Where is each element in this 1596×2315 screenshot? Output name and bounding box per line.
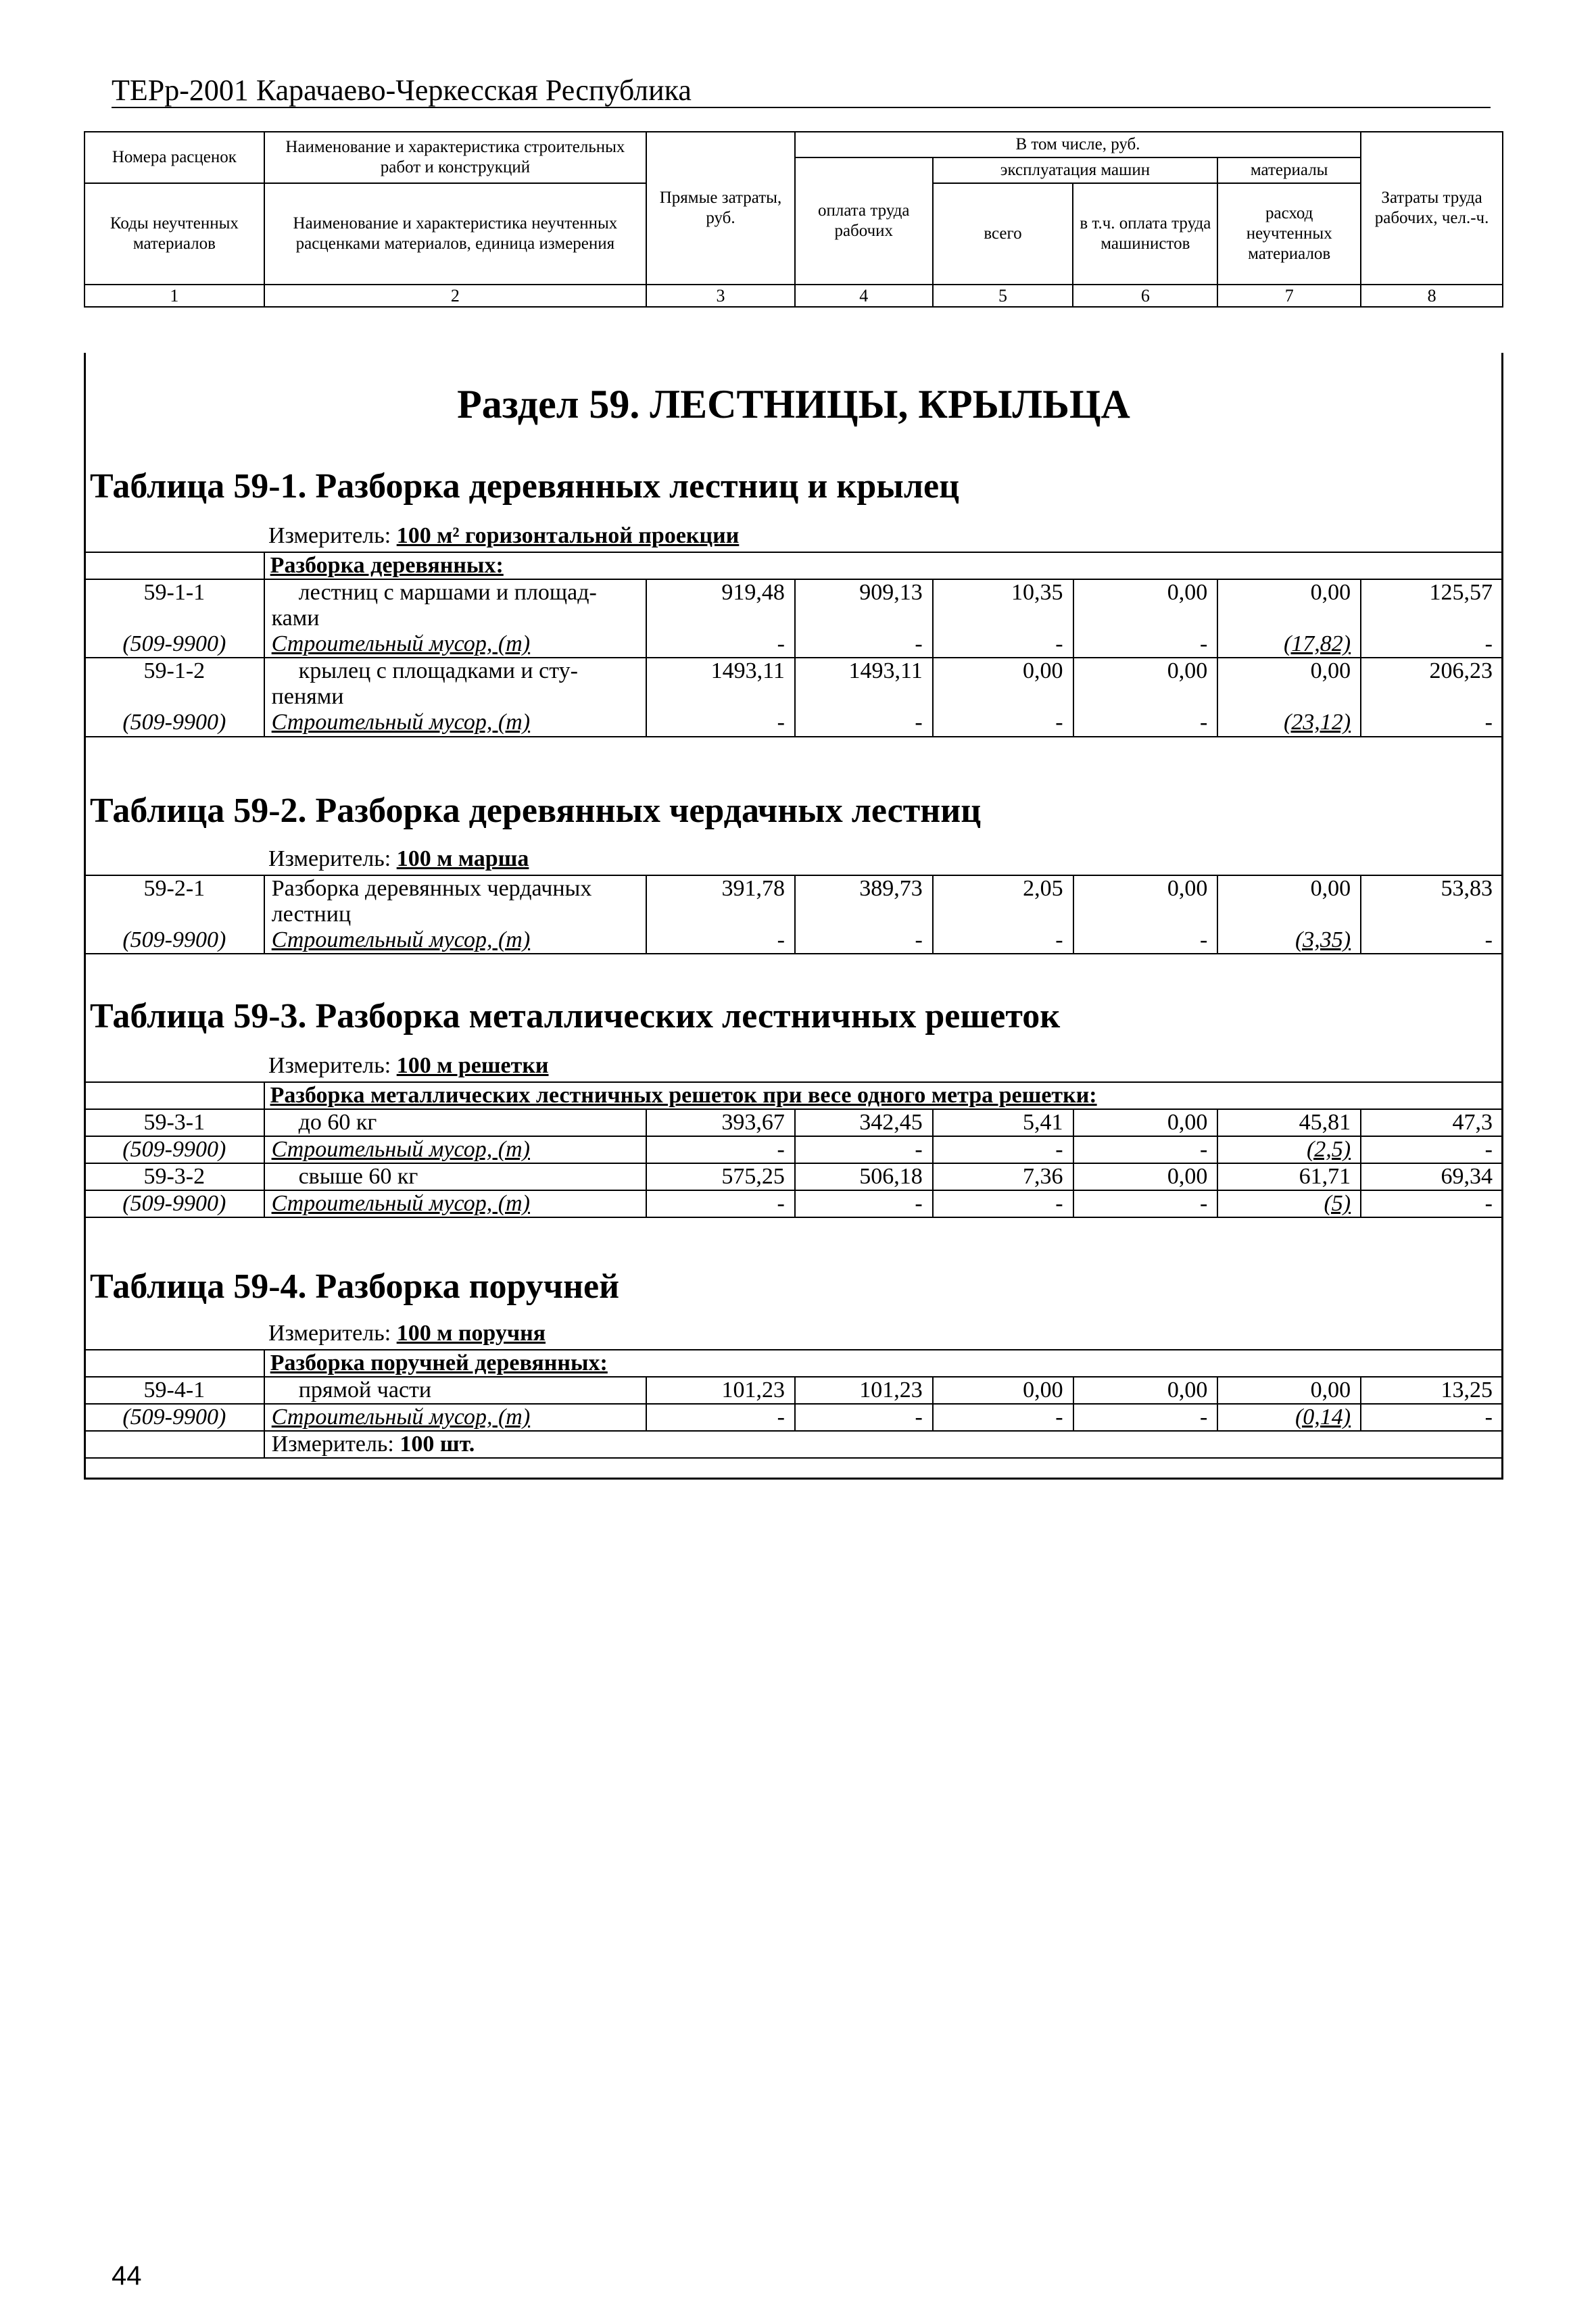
title-rule [112, 107, 1491, 108]
cell: - [1073, 631, 1218, 658]
material-code: (509-9900) [84, 631, 264, 658]
cell: - [1073, 927, 1218, 954]
header-machines-labor: в т.ч. оплата труда машинистов [1073, 183, 1217, 285]
cell: 0,00 [1217, 1377, 1361, 1404]
header-col2-top: Наименование и характеристика строительных работ и конструкций [264, 132, 646, 183]
cell: - [933, 1136, 1073, 1163]
rate-name: до 60 кг [264, 1109, 646, 1136]
cell: 1493,11 [795, 658, 933, 684]
cell: 0,00 [1217, 875, 1361, 902]
cell: 0,00 [1073, 579, 1218, 606]
cell: - [933, 710, 1073, 736]
material-code: (509-9900) [84, 1190, 264, 1217]
cell: 47,3 [1361, 1109, 1503, 1136]
cell: - [1361, 1404, 1503, 1431]
material-code: (509-9900) [84, 1136, 264, 1163]
cell: 0,00 [1073, 1109, 1218, 1136]
material-name: Строительный мусор, (т) [264, 631, 646, 658]
cell: 69,34 [1361, 1163, 1503, 1190]
cell: - [795, 1136, 933, 1163]
measure-prefix: Измеритель: [268, 1321, 397, 1346]
cell: - [933, 1190, 1073, 1217]
material-name: Строительный мусор, (т) [264, 710, 646, 736]
col-number: 7 [1217, 285, 1361, 307]
header-labor-cost: Затраты труда рабочих, чел.-ч. [1361, 132, 1503, 285]
header-incl: В том числе, руб. [795, 132, 1361, 157]
page-number: 44 [112, 2261, 142, 2291]
cell: - [1073, 1136, 1218, 1163]
col-number: 2 [264, 285, 646, 307]
cell: (17,82) [1217, 631, 1361, 658]
material-name: Строительный мусор, (т) [264, 1190, 646, 1217]
rate-name: Разборка деревянных чердачных [264, 875, 646, 902]
cell: 53,83 [1361, 875, 1503, 902]
section-title: Раздел 59. ЛЕСТНИЦЫ, КРЫЛЬЦА [457, 382, 1130, 427]
header-machines: эксплуатация машин [933, 157, 1218, 183]
cell: 61,71 [1217, 1163, 1361, 1190]
col-number: 8 [1361, 285, 1503, 307]
cell: - [1361, 710, 1503, 736]
cell: - [795, 927, 933, 954]
header-col1-bottom: Коды неучтенных материалов [84, 183, 264, 285]
header-col2-bottom: Наименование и характеристика неучтенных расценками материалов, единица измерения [264, 183, 646, 285]
cell: (3,35) [1217, 927, 1361, 954]
cell: 0,00 [1073, 1163, 1218, 1190]
cell: 919,48 [646, 579, 795, 606]
measure-value: 100 м марша [396, 846, 529, 871]
cell: 0,00 [1073, 658, 1218, 684]
cell: 0,00 [1217, 658, 1361, 684]
header-machines-total: всего [933, 183, 1073, 285]
cell: - [1361, 1136, 1503, 1163]
cell: 45,81 [1217, 1109, 1361, 1136]
measure-line [268, 846, 529, 872]
cell: - [795, 1404, 933, 1431]
cell: 342,45 [795, 1109, 933, 1136]
cell: 5,41 [933, 1109, 1073, 1136]
rate-name: лестниц с маршами и площад- [264, 579, 646, 606]
cell: 391,78 [646, 875, 795, 902]
material-name: Строительный мусор, (т) [264, 1136, 646, 1163]
rate-name-cont: пенями [264, 684, 646, 710]
cell: 2,05 [933, 875, 1073, 902]
material-code: (509-9900) [84, 1404, 264, 1431]
next-measure-line: Измеритель: 100 шт. [264, 1431, 1503, 1458]
cell: 0,00 [1073, 875, 1218, 902]
cell: - [795, 710, 933, 736]
cell: 10,35 [933, 579, 1073, 606]
cell: (23,12) [1217, 710, 1361, 736]
measure-line [268, 1321, 546, 1346]
measure-line [268, 1053, 549, 1079]
table-title: Таблица 59-4. Разборка поручней [90, 1267, 620, 1306]
cell: - [646, 631, 795, 658]
cell: 389,73 [795, 875, 933, 902]
rate-code: 59-1-2 [84, 658, 264, 684]
cell: 393,67 [646, 1109, 795, 1136]
column-header-table [84, 131, 1503, 308]
col-number: 3 [646, 285, 795, 307]
header-col3: Прямые затраты, руб. [646, 132, 795, 285]
measure-line [268, 523, 739, 549]
section-frame [84, 353, 1503, 1480]
cell: - [1073, 1190, 1218, 1217]
measure-value: 100 м² горизонтальной проекции [396, 523, 740, 548]
col-number: 1 [84, 285, 264, 307]
cell: 101,23 [646, 1377, 795, 1404]
col-number: 5 [933, 285, 1073, 307]
header-col1-top: Номера расценок [84, 132, 264, 183]
cell: - [646, 1190, 795, 1217]
rate-name: свыше 60 кг [264, 1163, 646, 1190]
cell: - [1361, 631, 1503, 658]
cell: 0,00 [1073, 1377, 1218, 1404]
cell: 909,13 [795, 579, 933, 606]
rate-name: прямой части [264, 1377, 646, 1404]
cell: (2,5) [1217, 1136, 1361, 1163]
group-heading: Разборка поручней деревянных: [264, 1350, 1503, 1377]
cell: 1493,11 [646, 658, 795, 684]
cell: - [646, 1136, 795, 1163]
cell: 101,23 [795, 1377, 933, 1404]
cell: - [1361, 927, 1503, 954]
cell: 506,18 [795, 1163, 933, 1190]
rates-table-59-1 [84, 552, 1503, 737]
header-materials-use: расход неучтенных материалов [1217, 183, 1361, 285]
measure-prefix: Измеритель: [268, 523, 397, 548]
measure-value: 100 м поручня [396, 1321, 546, 1346]
header-materials: материалы [1217, 157, 1361, 183]
rate-name-cont: лестниц [264, 902, 646, 927]
cell: - [933, 1404, 1073, 1431]
rate-name-cont: ками [264, 606, 646, 631]
cell: 0,00 [933, 658, 1073, 684]
measure-value: 100 м решетки [396, 1053, 549, 1078]
running-title: ТЕРр-2001 Карачаево-Черкесская Республика [112, 74, 692, 107]
rate-code: 59-3-2 [84, 1163, 264, 1190]
rates-table-59-4 [84, 1349, 1503, 1459]
cell: - [795, 631, 933, 658]
rate-code: 59-2-1 [84, 875, 264, 902]
measure-prefix: Измеритель: [268, 846, 397, 871]
cell: 575,25 [646, 1163, 795, 1190]
rates-table-59-3 [84, 1081, 1503, 1218]
cell: - [646, 710, 795, 736]
group-heading: Разборка металлических лестничных решеток при весе одного метра решетки: [264, 1082, 1503, 1109]
cell: 0,00 [1217, 579, 1361, 606]
cell: 206,23 [1361, 658, 1503, 684]
col-number: 4 [795, 285, 933, 307]
cell: - [795, 1190, 933, 1217]
rate-code: 59-3-1 [84, 1109, 264, 1136]
table-title: Таблица 59-3. Разборка металлических лестничных решеток [90, 997, 1061, 1035]
table-title: Таблица 59-2. Разборка деревянных чердачных лестниц [90, 791, 982, 830]
rates-table-59-2 [84, 875, 1503, 954]
cell: 7,36 [933, 1163, 1073, 1190]
group-heading: Разборка деревянных: [264, 552, 1503, 579]
cell: 125,57 [1361, 579, 1503, 606]
material-code: (509-9900) [84, 927, 264, 954]
cell: - [646, 1404, 795, 1431]
cell: 0,00 [933, 1377, 1073, 1404]
col-number: 6 [1073, 285, 1217, 307]
cell: - [1361, 1190, 1503, 1217]
cell: - [1073, 1404, 1218, 1431]
rate-code: 59-1-1 [84, 579, 264, 606]
cell: (5) [1217, 1190, 1361, 1217]
table-title: Таблица 59-1. Разборка деревянных лестниц и крылец [90, 467, 960, 506]
measure-prefix: Измеритель: [268, 1053, 397, 1078]
material-name: Строительный мусор, (т) [264, 927, 646, 954]
header-labor-pay: оплата труда рабочих [795, 157, 933, 285]
material-name: Строительный мусор, (т) [264, 1404, 646, 1431]
cell: - [933, 631, 1073, 658]
rate-name: крылец с площадками и сту- [264, 658, 646, 684]
cell: (0,14) [1217, 1404, 1361, 1431]
cell: - [1073, 710, 1218, 736]
cell: 13,25 [1361, 1377, 1503, 1404]
material-code: (509-9900) [84, 710, 264, 736]
cell: - [933, 927, 1073, 954]
rate-code: 59-4-1 [84, 1377, 264, 1404]
cell: - [646, 927, 795, 954]
